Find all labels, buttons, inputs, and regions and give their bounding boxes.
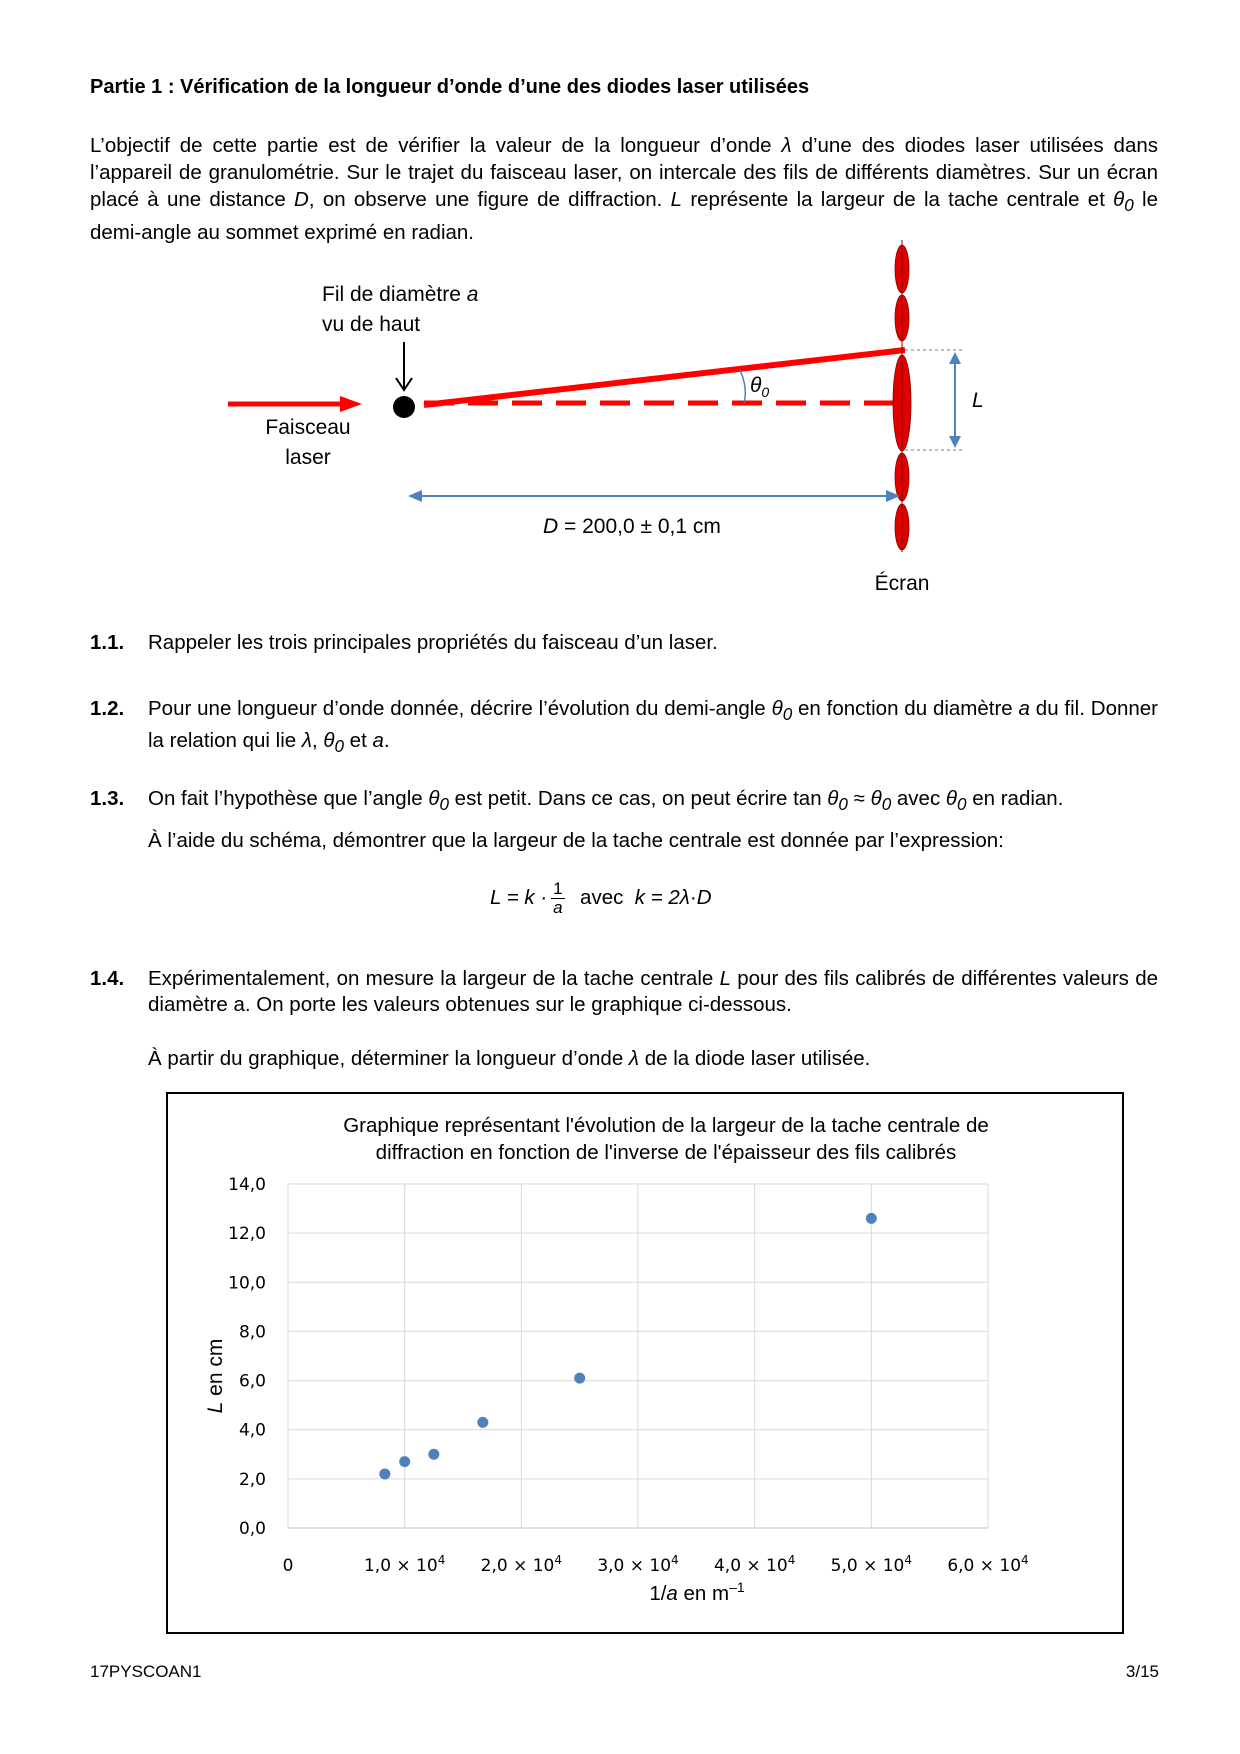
beam-label-1: Faisceau [265,416,351,439]
L-label: L [972,389,984,412]
x-tick-label: 0 [282,1556,294,1576]
x-tick-label: $2,0 \times 10^4$ [480,1553,563,1576]
y-tick-label: 6,0 [238,1371,266,1392]
x-tick-label: $5,0 \times 10^4$ [830,1553,913,1576]
distance-label: D = 200,0 ± 0,1 cm [543,515,721,538]
wire-label-2: vu de haut [322,313,421,336]
question-1-3: 1.3. On fait l’hypothèse que l’angle $\theta_0$ est petit. Dans ce cas, on peut écrire $\tan \theta_0 \approx \theta_0$ avec $\theta_0$ en radian. À l’aide du schéma, démontrer que la largeur de la tache centrale est donnée par l’expression: [90,787,1064,853]
angle-arc [740,370,745,403]
wire-label-1: Fil de diamètre a [322,283,479,306]
section-title: Partie 1 : Vérification de la longueur d’onde d’une des diodes laser utilisées [90,76,810,98]
chart-grid [288,1184,988,1528]
y-tick-label: 2,0 [238,1469,266,1490]
question-1-2: 1.2. Pour une longueur d’onde donnée, décrire l’évolution du demi-angle $\theta_0$ en fonction du diamètre a du fil. Donner la relation qui lie λ, $\theta_0$ et a. [90,697,1159,757]
theta-label: $\theta_0$ [750,374,770,400]
chart-title-line2: diffraction en fonction de l'inverse de l'épaisseur des fils calibrés [375,1141,957,1164]
x-tick-label: $6,0 \times 10^4$ [947,1553,1029,1576]
y-tick-label: 12,0 [228,1224,266,1245]
y-tick-labels [228,1175,266,1539]
footer-code: 17PYSCOAN1 [90,1662,202,1681]
x-tick-labels [283,1553,1029,1576]
x-axis-label: 1/a en $m^{-1}$ [649,1579,745,1605]
y-tick-label: 14,0 [228,1175,266,1195]
wire-dot [393,396,415,418]
data-point [574,1373,585,1384]
diffraction-diagram [0,0,1240,620]
y-tick-label: 0,0 [238,1519,266,1539]
y-tick-label: 4,0 [238,1420,266,1441]
formula: L = k · $\frac{1}{a}$ avec k = 2λ·D [490,879,712,917]
x-tick-label: $4,0 \times 10^4$ [713,1553,796,1576]
screen-label: Écran [874,572,930,595]
beam-arrowhead [340,396,362,412]
footer-page: 3/15 [1125,1662,1159,1681]
diffracted-ray [424,350,905,405]
x-tick-label: $1,0 \times 10^4$ [363,1553,446,1576]
y-tick-label: 8,0 [238,1322,266,1343]
chart-title-line1: Graphique représentant l'évolution de la largeur de la tache centrale de [343,1114,989,1137]
data-point [399,1456,410,1467]
question-1-4: 1.4. Expérimentalement, on mesure la largeur de la tache centrale L pour des fils calibrés de différentes valeurs de diamètre a. On porte les valeurs obtenues sur le graphique ci-dessous. À partir du graphique, déterminer la longueur d’onde λ de la diode laser utilisée. [90,967,1158,1070]
data-point [428,1449,439,1460]
question-1-1: 1.1. Rappeler les trois principales propriétés du faisceau d’un laser. [90,631,718,654]
x-tick-label: $3,0 \times 10^4$ [597,1553,679,1576]
y-axis-label: L en cm [204,1338,227,1414]
data-point [866,1213,877,1224]
data-point [379,1468,390,1479]
intro-paragraph: L’objectif de cette partie est de vérifier la valeur de la longueur d’onde λ d’une des diodes laser utilisées dans l’appareil de granulométrie. Sur le trajet du faisceau laser, on intercale des fils de différents diamètres. Sur un écran placé à une distance D, on observe une figure de diffraction. L représente la largeur de la tache centrale et $\theta_0$ le demi-angle au sommet exprimé en radian. [90,134,1159,245]
y-tick-label: 10,0 [228,1273,266,1294]
scatter-chart [166,1092,1124,1634]
data-point [477,1417,488,1428]
beam-label-2: laser [285,446,331,469]
data-points [379,1213,877,1480]
